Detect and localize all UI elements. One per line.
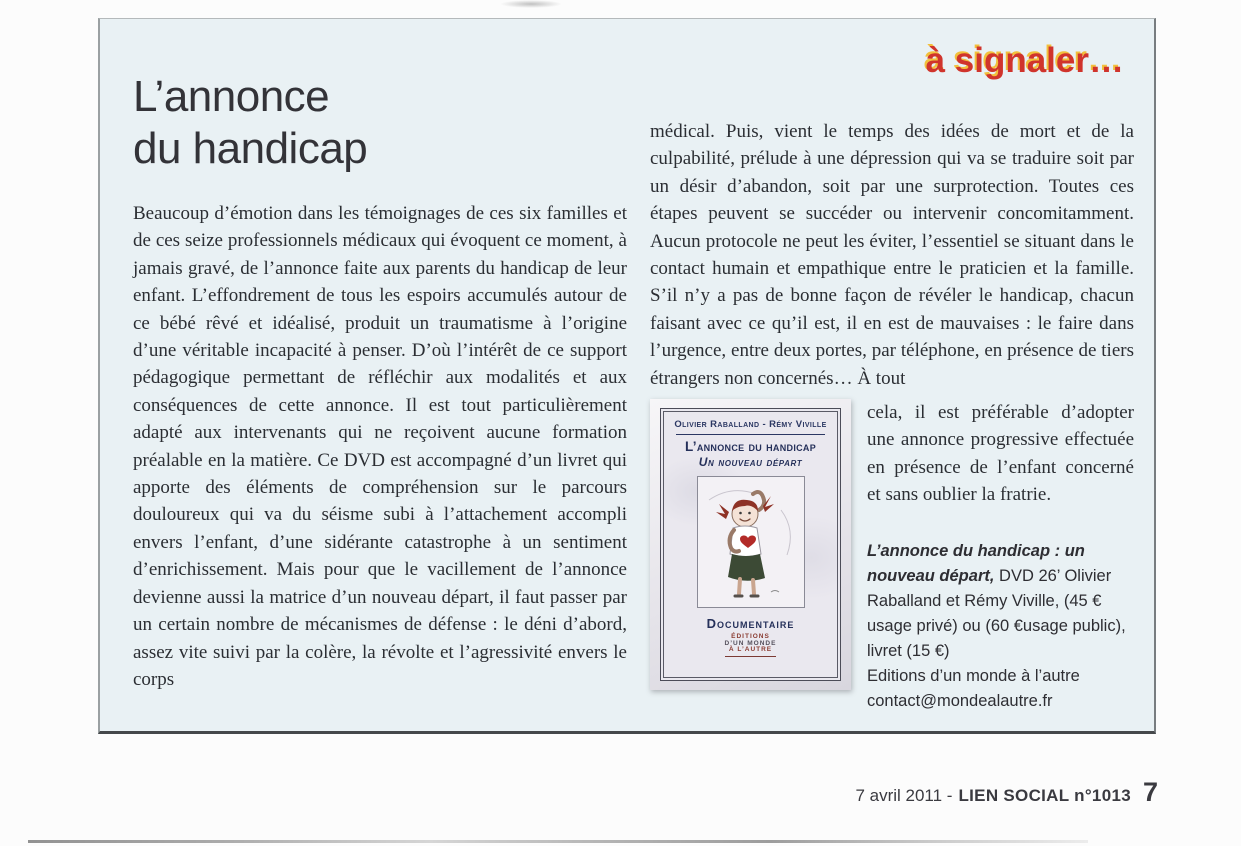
footer-page-number: 7 xyxy=(1142,777,1158,807)
footer-date: 7 avril 2011 - xyxy=(855,786,953,805)
section-badge: à signaler… xyxy=(925,41,1124,80)
article-title-line1: L’annonce xyxy=(133,72,330,121)
article-left-column: Beaucoup d’émotion dans les témoignages de ces six familles et de ces seize professionnels médicaux qui évoquent ce moment, à jamais gravé, de l’annonce faite aux parents du handicap de leur enfant. L’effondrement de tous les espoirs accumulés autour de ce bébé rêvé et idéalisé, produit un traumatisme à l’origine d’une véritable incapacité à penser. D’où l’intérêt de ce support pédagogique permettant de réfléchir aux modalités et aux conséquences de cette annonce. Il est tout particulièrement adapté aux intervenants qui ne reçoivent aucune formation préalable en la matière. Ce DVD est accompagné d’un livret qui apporte des éléments de compréhension sur le parcours douloureux qui va du séisme subi à l’attachement accompli envers l’enfant, d’une sidérante catastrophe à un sentiment d’enrichissement. Mais pour que le vacillement de l’annonce devienne aussi la matrice d’un nouveau départ, il faut passer par un certain nombre de mécanismes de défense : le déni d’abord, assez vite suivi par la colère, la révolte et l’agressivité envers le corps xyxy=(133,203,627,690)
media-caption xyxy=(867,539,1134,714)
publisher-line-1: ÉDITIONS xyxy=(731,633,770,641)
publisher-line-3: À L’AUTRE xyxy=(728,646,773,654)
right-text-stack xyxy=(867,399,1134,714)
article-panel xyxy=(98,18,1156,734)
caption-contact-email: contact@mondealautre.fr xyxy=(867,691,1053,710)
caption-details: DVD 26’ Olivier Raballand et Rémy Viville, (45 € usage privé) ou (60 €usage public), livret (15 €) xyxy=(867,566,1126,660)
media-and-text-row xyxy=(650,399,1134,714)
scan-edge-artifact xyxy=(28,840,1088,843)
dvd-cover-genre: Documentaire xyxy=(706,616,795,632)
right-column-continuation: cela, il est préférable d’adopter une annonce progressive effectuée en présence de l’enfant concerné et sans oublier la fratrie. xyxy=(867,402,1134,506)
dvd-cover-title: L’annonce du handicap xyxy=(684,439,817,455)
scan-smudge-artifact xyxy=(500,0,562,8)
dvd-cover-authors: Olivier Raballand - Rémy Viville xyxy=(674,419,827,431)
caption-publisher: Editions d’un monde à l’autre xyxy=(867,666,1080,685)
dvd-cover-inner xyxy=(663,411,838,678)
page-footer xyxy=(855,777,1158,808)
dvd-cover-subtitle: Un nouveau départ xyxy=(698,455,803,470)
footer-journal-title: LIEN SOCIAL n°1013 xyxy=(958,786,1131,805)
article-title-line2: du handicap xyxy=(133,124,368,173)
dvd-cover-publisher-logo xyxy=(725,634,777,657)
article-title xyxy=(133,71,367,175)
child-drawing-icon xyxy=(701,480,801,604)
dvd-cover-rule xyxy=(676,434,825,435)
dvd-cover xyxy=(650,399,851,690)
publisher-line-2: D’UN MONDE xyxy=(724,639,777,647)
dvd-cover-illustration xyxy=(697,476,805,608)
right-column-paragraph: médical. Puis, vient le temps des idées de mort et de la culpabilité, prélude à une dépression qui va se traduire soit par un désir d’abandon, soit par une surprotection. Toutes ces étapes peuvent se succéder ou intervenir concomitamment. Aucun protocole ne peut les éviter, l’essentiel se situant dans le contact humain et empathique entre le praticien et la famille. S’il n’y a pas de bonne façon de révéler le handicap, chacun faisant avec ce qu’il est, il en est de mauvaises : le faire dans l’urgence, entre deux portes, par téléphone, en présence de tiers étrangers non concernés… À tout xyxy=(650,121,1134,389)
caption-title: L’annonce du handicap : un nouveau départ, xyxy=(867,541,1085,585)
dvd-cover-frame xyxy=(660,408,841,681)
article-right-column xyxy=(650,118,1134,714)
